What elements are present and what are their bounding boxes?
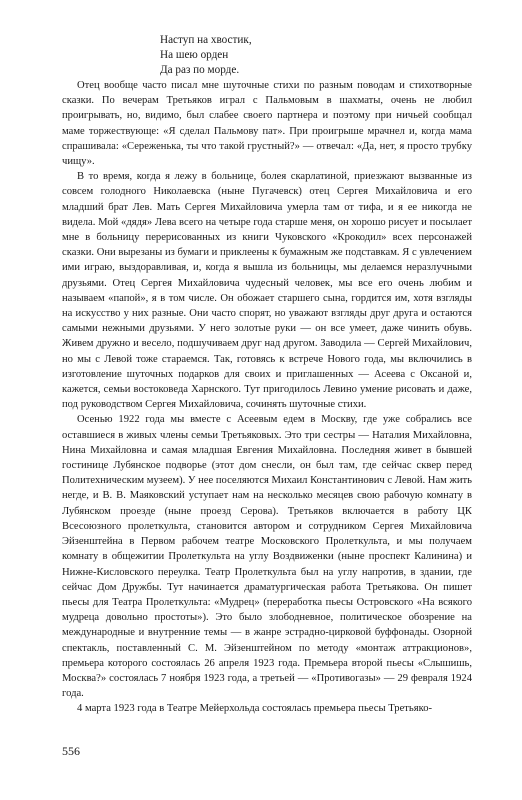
verse-line: На шею орден [160, 49, 229, 61]
paragraph: Осенью 1922 года мы вместе с Асеевым едем в Москву, где уже собрались все оставшиеся в живых члены семьи Третьяковых. Это три сестры — Наталия Михайловна, Нина Михайловна и самая младшая Евгения Михайловна. Последняя живет в бывшей гостинице Лубянское подворье (этот дом снесли, он был там, где сейчас сквер перед Политехническим музеем). У нее поселяются Михаил Константинович с Левой. Нам жить негде, и В. В. Маяковский уступает нам на несколько месяцев свою рабочую комнату в Лубянском проезде (ныне проезд Серова). Третьяков включается в работу ЦК Всесоюзного пролеткульта, становится автором и сотрудником Сергея Михайловича Эйзенштейна в Первом рабочем театре Московского Пролеткульта, и мы получаем комнату в общежитии Пролеткульта на углу Воздвиженки (ныне проспект Калинина) и Нижне-Кисловского переулка. Театр Пролеткульта был на углу напротив, в здании, где сейчас Дом Дружбы. Тут начинается драматургическая работа Третьякова. Он пишет пьесы для Театра Пролеткульта: «Мудрец» (переработка пьесы Островского «На всякого мудреца довольно простоты»). Это было злободневное, политическое обозрение на международные и внутренние темы — в жанре эстрадно-цирковой буффонады. Озорной спектакль, поставленный С. М. Эйзенштейном по методу «монтаж аттракционов», премьера которого состоялась 26 апреля 1923 года. Премьера второй пьесы «Слышишь, Москва?» состоялась 7 ноября 1923 года, а третьей — «Противогазы» — 29 февраля 1924 года. [62, 414, 472, 700]
verse-line: Да раз по морде. [160, 64, 240, 76]
paragraph: Отец вообще часто писал мне шуточные стихи по разным поводам и стихотворные сказки. По вечерам Третьяков играл с Пальмовым в шахматы, очень не любил проигрывать, но, видимо, был слабее своего партнера и поэтому при ничьей сообщал маме торжествующе: «Я сделал Пальмову пат». При проигрыше мрачнел и, когда мама спрашивала: «Сереженька, ты что такой грустный?» — отвечал: «Да, нет, я просто трубку чищу». [62, 80, 472, 168]
body-text [62, 78, 472, 717]
page-number: 556 [62, 744, 80, 758]
paragraph: 4 марта 1923 года в Театре Мейерхольда состоялась премьера пьесы Третьяко- [77, 703, 433, 715]
verse-line: Наступ на хвостик, [160, 34, 252, 46]
paragraph: В то время, когда я лежу в больнице, болея скарлатиной, приезжают вызванные из совсем голодного Николаевска (ныне Пугачевск) отец Сергея Михайловича и его младший брат Лев. Мать Сергея Михайловича умерла там от тифа, и я ее никогда не видела. Мой «дядя» Лева всего на четыре года старше меня, он хорошо рисует и посылает мне в больницу перерисованных из книги Чуковского «Крокодил» всех персонажей сказки. Они вырезаны из бумаги и приклеены к бумажным же подставкам. Я с увлечением ими играю, выздоравливая, и, когда я вышла из больницы, мы делаемся неразлучными друзьями. Отец Сергея Михайловича чудесный человек, мы все его очень любим и называем «папой», я в том числе. Он обожает старшего сына, гордится им, хотя взгляды на искусство у них разные. Они часто спорят, но уважают взгляды друг друга и остаются самыми нежными друзьями. У него золотые руки — он все умеет, даже чинить обувь. Живем дружно и весело, подшучиваем друг над другом. Заводила — Сергей Михайлович, но мы с Левой тоже стараемся. Так, готовясь к встрече Нового года, мы включились в изготовление шуточных подарков для своих и приглашенных — Асеева с Оксаной и, кажется, семьи востоковеда Харнского. Тут пригодилось Левино умение рисовать и даже, под руководством Сергея Михайловича, сочинять шуточные стихи. [62, 171, 472, 411]
verse-excerpt [160, 33, 252, 78]
